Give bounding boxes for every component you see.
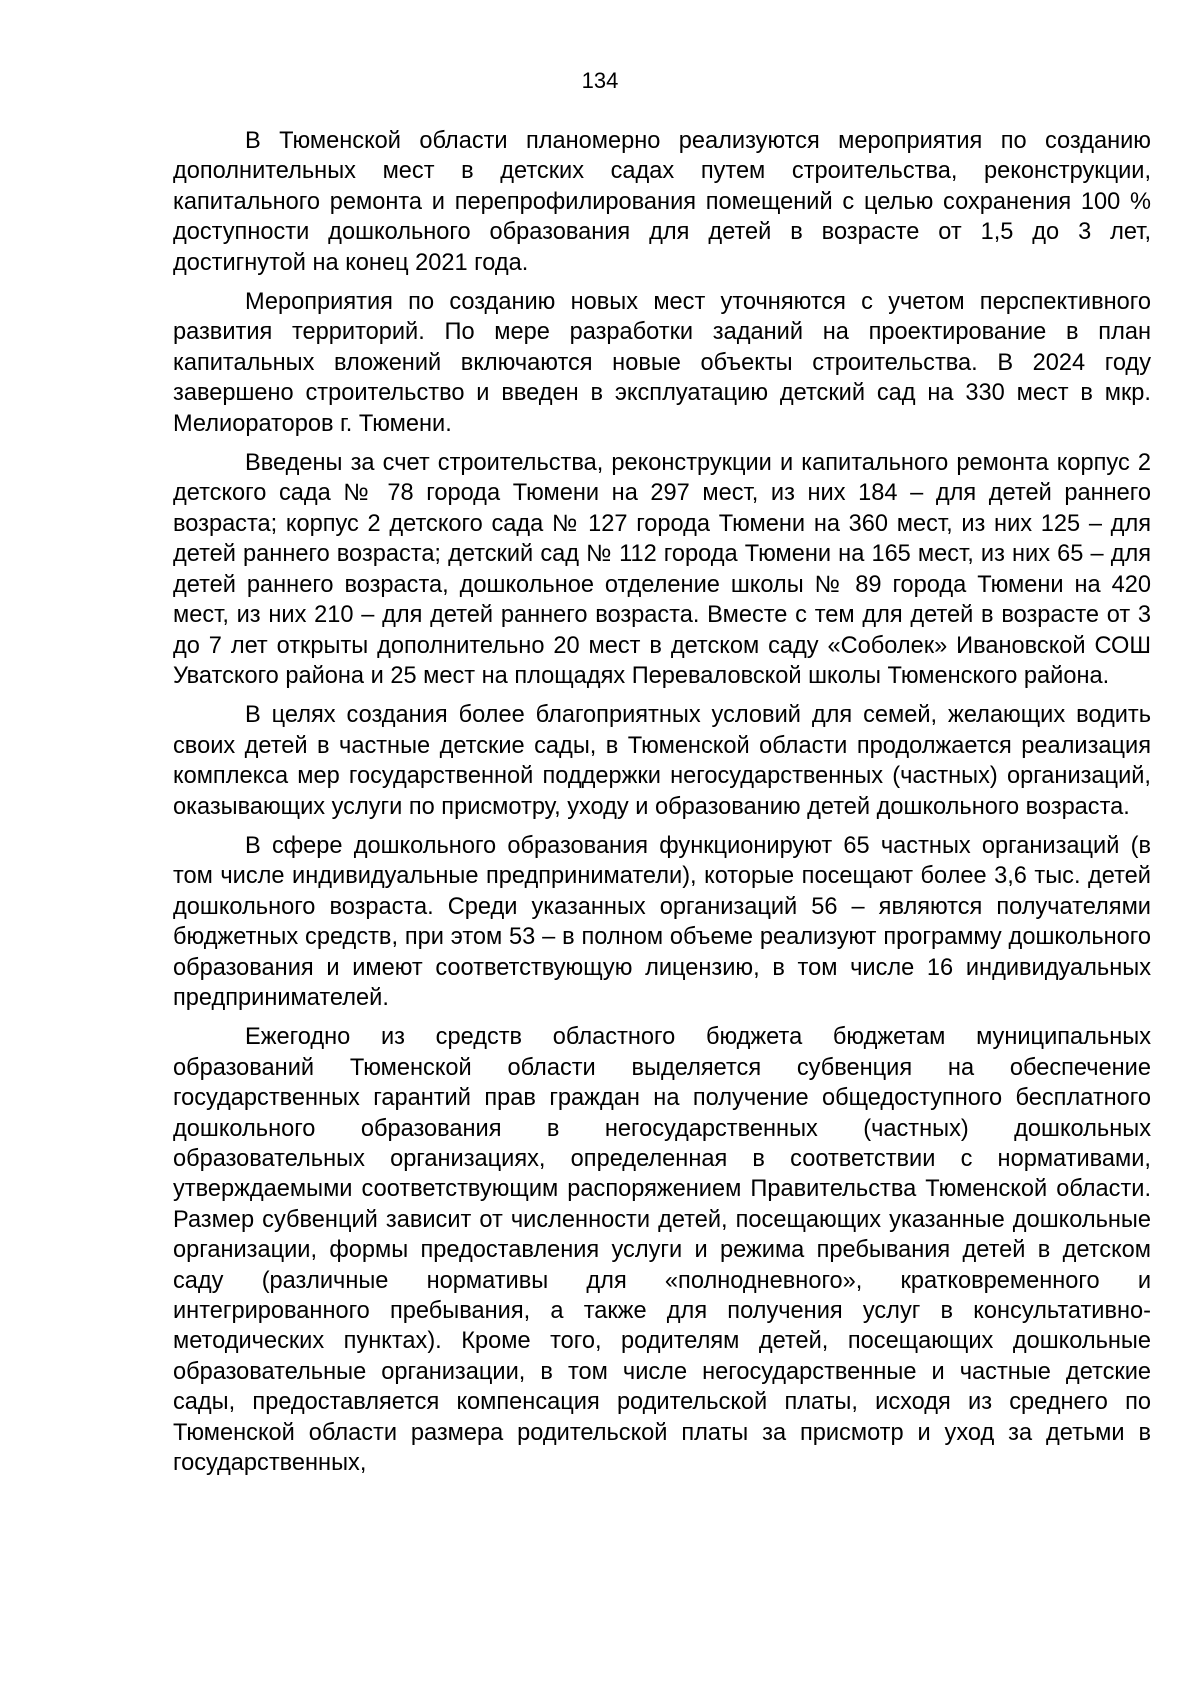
paragraph-commissioned-buildings: Введены за счет строительства, реконструкции и капитального ремонта корпус 2 детского сада № 78 города Тюмени на 297 мест, из них 184 – для детей раннего возраста; корпус 2 детского сада № 127 города Тюмени на 360 мест, из них 125 – для детей раннего возраста; детский сад № 112 города Тюмени на 165 мест, из них 65 – для детей раннего возраста, дошкольное отделение школы № 89 города Тюмени на 420 мест, из них 210 – для детей раннего возраста. Вместе с тем для детей в возрасте от 3 до 7 лет открыты дополнительно 20 мест в детском саду «Соболек» Ивановской СОШ Уватского района и 25 мест на площадях Переваловской школы Тюменского района. xyxy=(173,450,1151,689)
paragraph-private-kindergarten-support: В целях создания более благоприятных условий для семей, желающих водить своих детей в частные детские сады, в Тюменской области продолжается реализация комплекса мер государственной поддержки негосударственных (частных) организаций, оказывающих услуги по присмотру, уходу и образованию детей дошкольного возраста. xyxy=(173,702,1151,820)
paragraph-subvention: Ежегодно из средств областного бюджета бюджетам муниципальных образований Тюменской области выделяется субвенция на обеспечение государственных гарантий прав граждан на получение общедоступного бесплатного дошкольного образования в негосударственных (частных) дошкольных образовательных организациях, определенная в соответствии с нормативами, утверждаемыми соответствующим распоряжением Правительства Тюменской области. Размер субвенций зависит от численности детей, посещающих указанные дошкольные организации, формы предоставления услуги и режима пребывания детей в детском саду (различные нормативы для «полнодневного», кратковременного и интегрированного пребывания, а также для получения услуг в консультативно-методических пунктах). Кроме того, родителям детей, посещающих дошкольные образовательные организации, в том числе негосударственные и частные детские сады, предоставляется компенсация родительской платы, исходя из среднего по Тюменской области размера родительской платы за присмотр и уход за детьми в государственных, xyxy=(173,1024,1151,1477)
paragraph-kindergarten-places: В Тюменской области планомерно реализуются мероприятия по созданию дополнительных мест в детских садах путем строительства, реконструкции, капитального ремонта и перепрофилирования помещений с целью сохранения 100 % доступности дошкольного образования для детей в возрасте от 1,5 до 3 лет, достигнутой на конец 2021 года. xyxy=(173,128,1151,276)
paragraph-private-organizations: В сфере дошкольного образования функционируют 65 частных организаций (в том числе индивидуальные предприниматели), которые посещают более 3,6 тыс. детей дошкольного возраста. Среди указанных организаций 56 – являются получателями бюджетных средств, при этом 53 – в полном объеме реализуют программу дошкольного образования и имеют соответствующую лицензию, в том числе 16 индивидуальных предпринимателей. xyxy=(173,832,1151,1011)
page-number: 134 xyxy=(581,68,619,93)
paragraph-new-places-planning: Мероприятия по созданию новых мест уточняются с учетом перспективного развития территорий. По мере разработки заданий на проектирование в план капитальных вложений включаются новые объекты строительства. В 2024 году завершено строительство и введен в эксплуатацию детский сад на 330 мест в мкр. Мелиораторов г. Тюмени. xyxy=(173,289,1151,437)
document-body xyxy=(173,126,1151,1478)
